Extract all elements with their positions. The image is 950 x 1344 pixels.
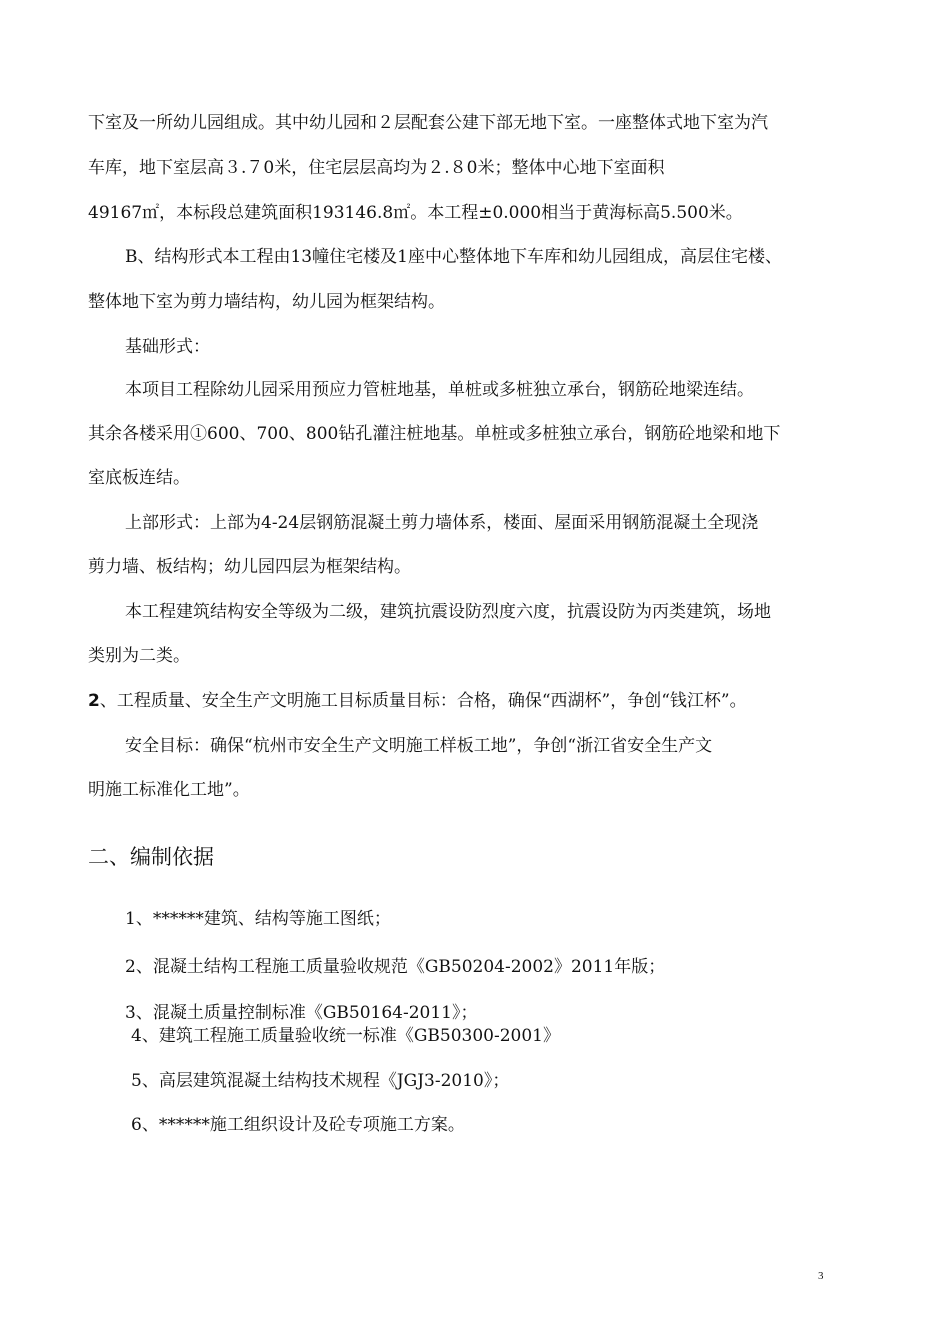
foundation-heading: 基础形式： [125, 337, 210, 357]
basis-item-2: 2、混凝土结构工程施工质量验收规范《GB50204-2002》2011年版； [125, 957, 666, 977]
basis-item-3: 3、混凝土质量控制标准《GB50164-2011》； [125, 1003, 478, 1023]
upper-line-1: 上部形式：上部为4-24层钢筋混凝土剪力墙体系，楼面、屋面采用钢筋混凝土全现浇 [125, 513, 759, 533]
structure-line-2: 整体地下室为剪力墙结构，幼儿园为框架结构。 [88, 292, 445, 312]
quality-goal-text: 、工程质量、安全生产文明施工目标质量目标：合格，确保“西湖杯”，争创“钱江杯”。 [99, 691, 747, 711]
safety-grade-line-2: 类别为二类。 [88, 646, 190, 666]
overview-line-2: 车库，地下室层高３.７0米，住宅层层高均为２.８0米；整体中心地下室面积 [88, 158, 665, 178]
basis-item-5: 5、高层建筑混凝土结构技术规程《JGJ3-2010》； [131, 1071, 510, 1091]
safety-goal-line-1: 安全目标：确保“杭州市安全生产文明施工样板工地”，争创“浙江省安全生产文 [125, 736, 713, 756]
basis-item-4: 4、建筑工程施工质量验收统一标准《GB50300-2001》 [131, 1026, 560, 1046]
page-number: 3 [818, 1270, 824, 1282]
foundation-line-2: 其余各楼采用①600、700、800钻孔灌注桩地基。单桩或多桩独立承台，钢筋砼地梁和地下 [88, 424, 781, 444]
overview-line-3: 49167㎡，本标段总建筑面积193146.8㎡。本工程±0.000相当于黄海标高5.500米。 [88, 203, 743, 223]
basis-item-6: 6、******施工组织设计及砼专项施工方案。 [131, 1115, 465, 1135]
safety-goal-line-2: 明施工标准化工地”。 [88, 780, 250, 800]
section-title-basis: 二、编制依据 [88, 845, 214, 869]
overview-line-1: 下室及一所幼儿园组成。其中幼儿园和２层配套公建下部无地下室。一座整体式地下室为汽 [88, 113, 768, 133]
foundation-line-1: 本项目工程除幼儿园采用预应力管桩地基，单桩或多桩独立承台，钢筋砼地梁连结。 [125, 380, 754, 400]
upper-line-2: 剪力墙、板结构；幼儿园四层为框架结构。 [88, 557, 411, 577]
structure-line-1: B、结构形式本工程由13幢住宅楼及1座中心整体地下车库和幼儿园组成，高层住宅楼、 [125, 247, 782, 267]
safety-grade-line-1: 本工程建筑结构安全等级为二级，建筑抗震设防烈度六度，抗震设防为丙类建筑，场地 [125, 602, 771, 622]
foundation-line-3: 室底板连结。 [88, 468, 190, 488]
basis-item-1: 1、******建筑、结构等施工图纸； [125, 909, 391, 929]
quality-goal-line [88, 690, 747, 712]
goal-section-number: 2 [88, 691, 100, 711]
